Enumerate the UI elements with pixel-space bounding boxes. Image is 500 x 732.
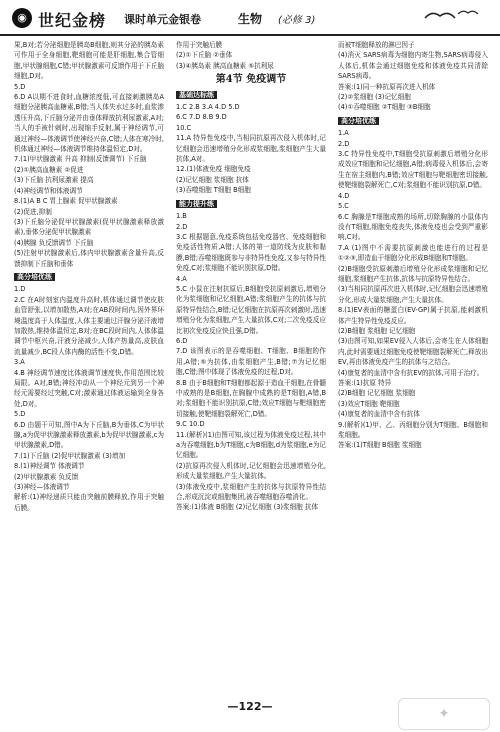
answer-text: 解析:(1)神经递质只能由突触前膜释放,作用于突触后膜。	[14, 493, 164, 512]
answer-text: 5.C	[338, 202, 349, 211]
answer-text: 果,B对;若分泌细胞是胰岛B细胞,则其分泌的胰岛素可作用于全身细胞,靶细胞可能是肝细胞,集合管细胞,甲状腺细胞,C错;甲状腺激素可反馈作用于下丘脑细胞,D对。	[14, 41, 164, 81]
answer-text: 7.D 该图表示的是吞噬细胞、T细胞、B细胞的作用,A错;⑤为抗体,由浆细胞产生,B错;⑦为记忆细胞,C错;图中体现了体液免疫的过程,D对。	[176, 347, 326, 377]
answer-text: (4)神经调节和体液调节	[14, 186, 83, 195]
bird-icon	[420, 6, 480, 26]
answer-text: 4.A	[176, 274, 187, 283]
answer-text: (4)①吞噬细胞 ②T细胞 ③B细胞	[338, 103, 431, 112]
answer-text: 作用于突触后膜	[176, 41, 223, 49]
answer-text: 9.(解析)(1)甲、乙、丙细胞分别为T细胞、B细胞和浆细胞。	[338, 420, 488, 440]
edition-label: (必修 3)	[278, 15, 316, 26]
answer-text: 11.(解析)(1)由图可知,该过程为体液免疫过程,其中a为吞噬细胞,b为T细胞,c为B细胞,d为浆细胞,e为记忆细胞。	[176, 430, 326, 460]
answer-text: 6.D A以期不进食时,血糖浓度低,可直接刺激胰岛A细胞分泌胰高血糖素,B错;当人体失水过多时,血浆渗透压升高,下丘脑分泌并由垂体释放抗利尿激素,A对;当人的手被针刺时,出现缩手反射,属于神经调节,可通过神经—体液调节使神经兴奋,C错;人体在寒冷时,机体通过神经—体液调节维持体温恒定,D对。	[14, 93, 164, 154]
answer-text: (3)体液免疫中,浆细胞产生的抗体与抗原特异性结合,形成沉淀或细胞集团,被吞噬细胞吞噬消化。	[176, 482, 326, 502]
series-subtitle: 课时单元金银卷	[124, 13, 201, 26]
answer-text: (2)甲状腺激素 负反馈	[14, 472, 79, 481]
answer-text: (2)B细胞 浆细胞 记忆细胞	[338, 326, 416, 335]
column-right	[338, 40, 488, 690]
chapter-title: 第4节 免疫调节	[215, 74, 287, 86]
answer-text: (2)B细胞受抗原刺激后增殖分化形成浆细胞和记忆细胞,浆细胞产生抗体,抗体与抗原特异性结合。	[338, 264, 488, 283]
answer-text: (3)由图可知,如果EV侵入人体后,会寄生在人体细胞内,此时需要通过细胞免疫使靶细胞裂解死亡,释放出EV,再由体液免疫产生的抗体与之结合。	[338, 337, 488, 367]
answer-text: 1.A	[338, 129, 349, 138]
answer-text: (4)康复者的血清中含有抗EV的抗体,可用于治疗。	[338, 368, 484, 377]
answer-text: 3.C 特异性免疫中,T细胞受抗原刺激后增殖分化形成效应T细胞和记忆细胞,A错;病毒侵入机体后,会寄生在宿主细胞内,B错;效应T细胞与靶细胞密切接触,使靶细胞裂解死亡,C对;浆细胞不能识别抗原,D错。	[338, 150, 488, 190]
watermark-logo: ✦	[398, 698, 490, 730]
answer-text: (3)下丘脑分泌促甲状腺激素(促甲状腺激素释放激素),垂体分泌促甲状腺激素	[14, 217, 164, 237]
subject-label: 生物	[238, 12, 263, 26]
answer-text: 8.(1)A B C 胃上腺素 促甲状腺激素	[14, 197, 118, 206]
answer-text: 答案:(1)同一种抗原再次进入机体	[338, 82, 436, 91]
answer-text: 8.(1)EV表面的糖蛋白(EV-GP)属于抗原,能刺激机体产生特异性免疫反应。	[338, 306, 488, 325]
answer-text: (4)胰腺 负反馈调节 下丘脑	[14, 238, 94, 247]
answer-text: (2)抗原再次侵入机体时,记忆细胞会迅速增殖分化,形成大量浆细胞,产生大量抗体。	[176, 461, 326, 481]
answer-text: 答案:(1)体液 B细胞 (2)记忆细胞 (3)浆细胞 抗体	[176, 503, 319, 512]
brand-title: 世纪金榜	[38, 11, 107, 30]
answer-text: (3)效应T细胞 靶细胞	[338, 399, 400, 408]
section-heading: 高分培优练	[14, 272, 164, 282]
column-left	[14, 40, 164, 690]
answer-text: 答案:(1)抗原 特异	[338, 379, 392, 387]
section-heading: 能力提升练	[176, 199, 326, 209]
answer-text: (2)B细胞 记忆细胞 浆细胞	[338, 389, 416, 398]
answer-text: 12.(1)体液免疫 细胞免疫	[176, 165, 251, 174]
answer-columns	[14, 40, 490, 690]
answer-text: 8.(1)神经调节 体液调节	[14, 462, 85, 471]
answer-text: 6.D 由题干可知,图中A为下丘脑,B为垂体,C为甲状腺,a为促甲状腺激素释放激素,b为促甲状腺激素,c为甲状腺激素,D错。	[14, 420, 164, 450]
answer-text: 7.(1)下丘脑 (2)促甲状腺激素 (3)增加	[14, 451, 126, 460]
answer-text: (4)康复者的血清中含有抗体	[338, 410, 420, 419]
page-footer	[0, 694, 500, 732]
answer-text: 而被T细胞释放的淋巴因子	[338, 41, 415, 49]
answer-text: 5.D	[14, 410, 26, 419]
section-heading: 基础达标练	[176, 90, 326, 100]
answer-text: 7.(1)甲状腺激素 升高 抑制(反馈调节) 下丘脑	[14, 155, 147, 164]
section-heading: 高分培优练	[338, 116, 488, 126]
answer-text: (4)消灭 SARS病毒为细胞内寄生物,SARS病毒侵入人体后,机体会通过细胞免疫和体液免疫共同清除SARS病毒。	[338, 51, 488, 81]
answer-text: 1.D	[14, 285, 26, 294]
answer-text: (5)注射甲状腺激素后,体内甲状腺激素含量升高,反馈抑制下丘脑和垂体	[14, 249, 164, 268]
answer-text: 6.C 7.D 8.B 9.D	[176, 113, 227, 122]
answer-text: 答案:(1)T细胞 B细胞 浆细胞	[338, 441, 422, 450]
answer-text: 3.C 根据题意,免疫系统包括免疫器官、免疫细胞和免疫活性物质,A错;人体的第一道防线为皮肤和黏膜,B错;吞噬细胞既参与非特异性免疫,又参与特异性免疫,C对;浆细胞不能识别抗原,D错。	[176, 232, 326, 273]
answer-text: 9.C 10.D	[176, 420, 205, 429]
answer-text: 5.D	[14, 82, 26, 91]
page-number: —122—	[227, 700, 273, 713]
answer-text: 2.D	[176, 222, 188, 231]
answer-text: (3)当相同抗原再次进入机体时,记忆细胞会迅速增殖分化,形成大量浆细胞,产生大量抗体。	[338, 285, 488, 304]
answer-text: 3.A	[14, 358, 25, 367]
answer-text: (3)下丘脑 抗利尿激素 提高	[14, 176, 94, 185]
answer-text: 7.A (1)图中不需要抗原刺激也能进行的过程是①②③,即造血干细胞分化形成B细胞和T细胞。	[338, 243, 488, 263]
answer-text: 8.B 由于B细胞和T细胞都起源于造血干细胞,在骨髓中成熟的是B细胞,在胸腺中成熟的是T细胞,A错,B对;浆细胞不能识别抗原,C错;效应T细胞与靶细胞密切接触,使靶细胞裂解死亡,D错。	[176, 378, 326, 418]
answer-text: (2)①下丘脑 ②垂体	[176, 51, 233, 60]
answer-text: (2)记忆细胞 浆细胞 抗体	[176, 175, 249, 184]
answer-text: 2.D	[338, 139, 350, 148]
answer-text: (3)吞噬细胞 T细胞 B细胞	[176, 186, 251, 195]
answer-text: 6.D	[176, 336, 188, 345]
answer-text: 5.C 小鼠在注射抗原后,B细胞受抗原刺激后,增殖分化为浆细胞和记忆细胞,A错;浆细胞产生的抗体与抗原特异性结合,B错;记忆细胞在抗原再次刺激时,迅速增殖分化为浆细胞,产生大量抗体,C对;二次免疫反应比初次免疫反应快且强,D错。	[176, 284, 326, 335]
answer-text: (2)①胰高血糖素 ②促进	[14, 165, 84, 174]
answer-text: 4.D	[338, 191, 350, 200]
page-header	[0, 0, 500, 36]
answer-text: 4.B 神经调节速度比体液调节速度快,作用范围比较局限。A对,B错;神经冲动从一个神经元到另一个神经元需要经过突触,C对;激素通过体液运输到全身各处,D对。	[14, 368, 164, 408]
answer-text: 2.C 在A时刻室内温度升高时,机体通过调节使皮肤血管舒张,以增加散热,A对;在AB段时间内,因外界环境温度高于人体温度,人体主要通过汗腺分泌汗液增加散热,维持体温恒定,B对;在BC段时间内,人体体温调节中枢兴奋,汗液分泌减少,人体产热量高,皮肤血流量减少,BC段人体内酶的活性不变,D错。	[14, 295, 164, 356]
answer-text: (3)神经—体液调节	[14, 483, 70, 492]
answer-text: 6.C 胸腺是T细胞成熟的场所,切除胸腺的小鼠体内没有T细胞,细胞免疫丧失,体液免疫也会受到严重影响,C对。	[338, 212, 488, 242]
answer-text: 1.C 2.B 3.A 4.D 5.D	[176, 103, 240, 112]
answer-text: 1.B	[176, 212, 187, 221]
column-middle	[176, 40, 326, 690]
brand-logo-icon: ◉	[12, 8, 32, 28]
answer-text: (2)促进,抑制	[14, 207, 52, 216]
answer-text: (2)②浆细胞 (3)记忆细胞	[338, 93, 411, 102]
answer-text: 10.C	[176, 123, 192, 132]
answer-text: (3)④胰岛素 胰高血糖素 ⑤抗利尿	[176, 61, 274, 70]
answer-text: 11.A 特异性免疫中,当相同抗原再次侵入机体时,记忆细胞会迅速增殖分化形成浆细胞,浆细胞产生大量抗体,A对。	[176, 134, 326, 164]
